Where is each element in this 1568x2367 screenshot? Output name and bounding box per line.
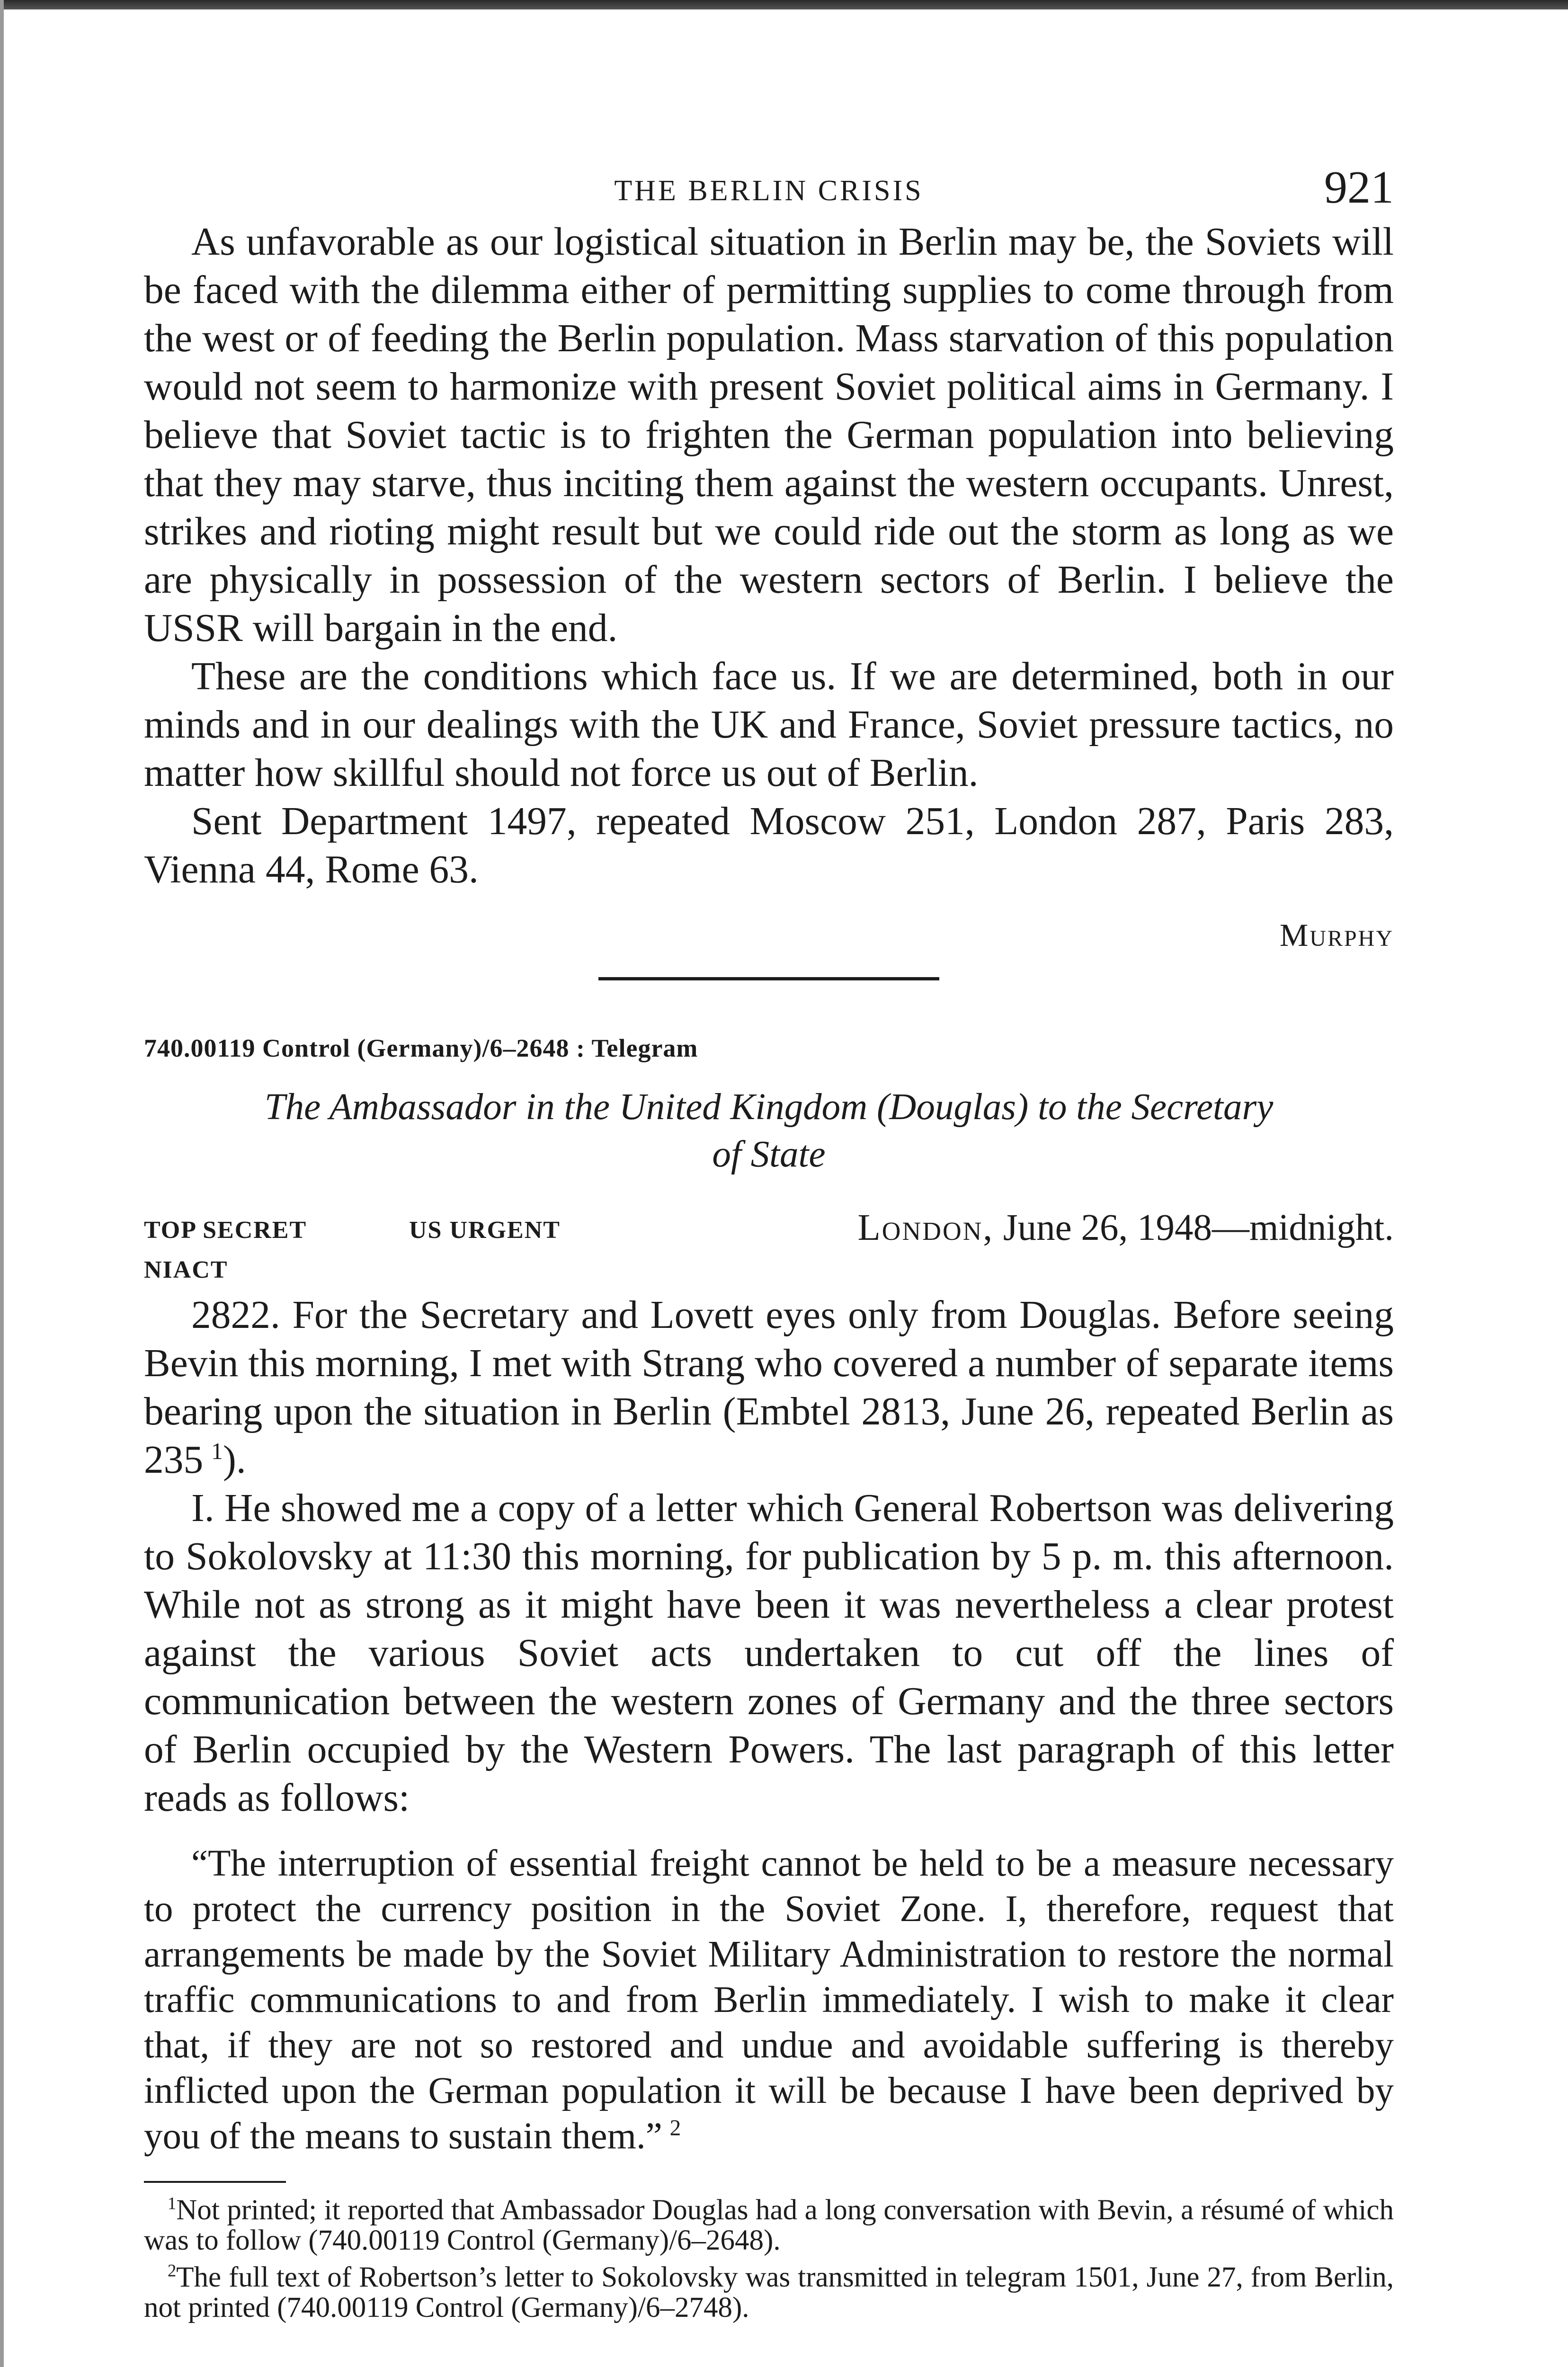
file-reference: 740.00119 Control (Germany)/6–2648 : Telegram: [144, 1034, 698, 1062]
page-number: 921: [1324, 162, 1394, 213]
running-header: [144, 161, 1394, 218]
classification-top-secret: TOP SECRET: [144, 1217, 307, 1244]
running-title: THE BERLIN CRISIS: [614, 175, 924, 207]
telegram-paragraph-1-text: 2822. For the Secretary and Lovett eyes only from Douglas. Before seeing Bevin this morning, I met with Strang who covered a number of separate items bearing upon the situation in Berlin (Embtel 2813, June 26, repeated Berlin as 235: [144, 1293, 1394, 1482]
classification-niact: NIACT: [144, 1256, 228, 1283]
document-title-line-2: of State: [712, 1134, 826, 1175]
document-title-line-1: The Ambassador in the United Kingdom (Douglas) to the Secretary: [264, 1086, 1274, 1128]
classification-us-urgent: US URGENT: [409, 1217, 561, 1244]
footnote-2-mark: 2: [168, 2260, 177, 2280]
document-page: [144, 161, 1394, 2323]
continuation-paragraph-1: As unfavorable as our logistical situation in Berlin may be, the Soviets will be faced with the dilemma either of permitting supplies to come through from the west or of feeding the Berlin population. Mass starvation of this population would not seem to harmonize with present Soviet political aims in Germany. I believe that Soviet tactic is to frighten the German population into believing that they may starve, thus inciting them against the western occupants. Unrest, strikes and rioting might result but we could ride out the storm as long as we are physically in possession of the western sectors of Berlin. I believe the USSR will bargain in the end.: [144, 220, 1394, 650]
footnote-rule: [144, 2181, 286, 2183]
continuation-paragraph-2: These are the conditions which face us. If we are determined, both in our minds and in our dealings with the UK and France, Soviet pressure tactics, no matter how skillful should not force us out of Berlin.: [144, 655, 1394, 795]
footnote-1-text: Not printed; it reported that Ambassador Douglas had a long conversation with Bevin, a résumé of which was to follow (740.00119 Control (Germany)/6–2648).: [144, 2194, 1394, 2256]
quote-text: “The interruption of essential freight cannot be held to be a measure necessary to protect the currency position in the Soviet Zone. I, therefore, request that arrangements be made by the Soviet Military Administration to restore the normal traffic communications to and from Berlin immediately. I wish to make it clear that, if they are not so restored and undue and avoidable suffering is thereby inflicted upon the German population it will be because I have been deprived by you of the means to sustain them.”: [144, 1843, 1394, 2157]
continuation-paragraph-3: Sent Department 1497, repeated Moscow 251, London 287, Paris 283, Vienna 44, Rome 63.: [144, 800, 1394, 891]
dateline-city: London,: [857, 1207, 994, 1248]
scan-left-edge: [0, 0, 4, 2367]
footnote-2-text: The full text of Robertson’s letter to Sokolovsky was transmitted in telegram 1501, June 27, from Berlin, not printed (740.00119 Control (Germany)/6–2748).: [144, 2261, 1394, 2323]
section-divider: [598, 977, 939, 980]
footnote-ref-1: 1: [211, 1438, 223, 1465]
footnote-2: [144, 2262, 1394, 2323]
scan-top-border: [0, 0, 1568, 9]
dateline: [858, 1207, 1394, 1249]
footnote-ref-2: 2: [669, 2116, 681, 2141]
footnote-1-mark: 1: [168, 2193, 177, 2213]
telegram-paragraph-1-end: ).: [223, 1438, 246, 1482]
robertson-letter-quote: [144, 1841, 1394, 2159]
telegram-paragraph-1: [144, 1291, 1394, 1484]
signature-murphy: Murphy: [1279, 917, 1394, 953]
classification-row: [144, 1207, 1394, 1251]
telegram-paragraph-2: I. He showed me a copy of a letter which General Robertson was delivering to Sokolovsky at 11:30 this morning, for publication by 5 p. m. this afternoon. While not as strong as it might have been it was nevertheless a clear protest against the various Soviet acts undertaken to cut off the lines of communication between the western zones of Germany and the three sectors of Berlin occupied by the Western Powers. The last paragraph of this letter reads as follows:: [144, 1486, 1394, 1820]
document-title: [144, 1084, 1394, 1178]
footnote-1: [144, 2195, 1394, 2256]
dateline-date: June 26, 1948—midnight.: [994, 1207, 1394, 1248]
